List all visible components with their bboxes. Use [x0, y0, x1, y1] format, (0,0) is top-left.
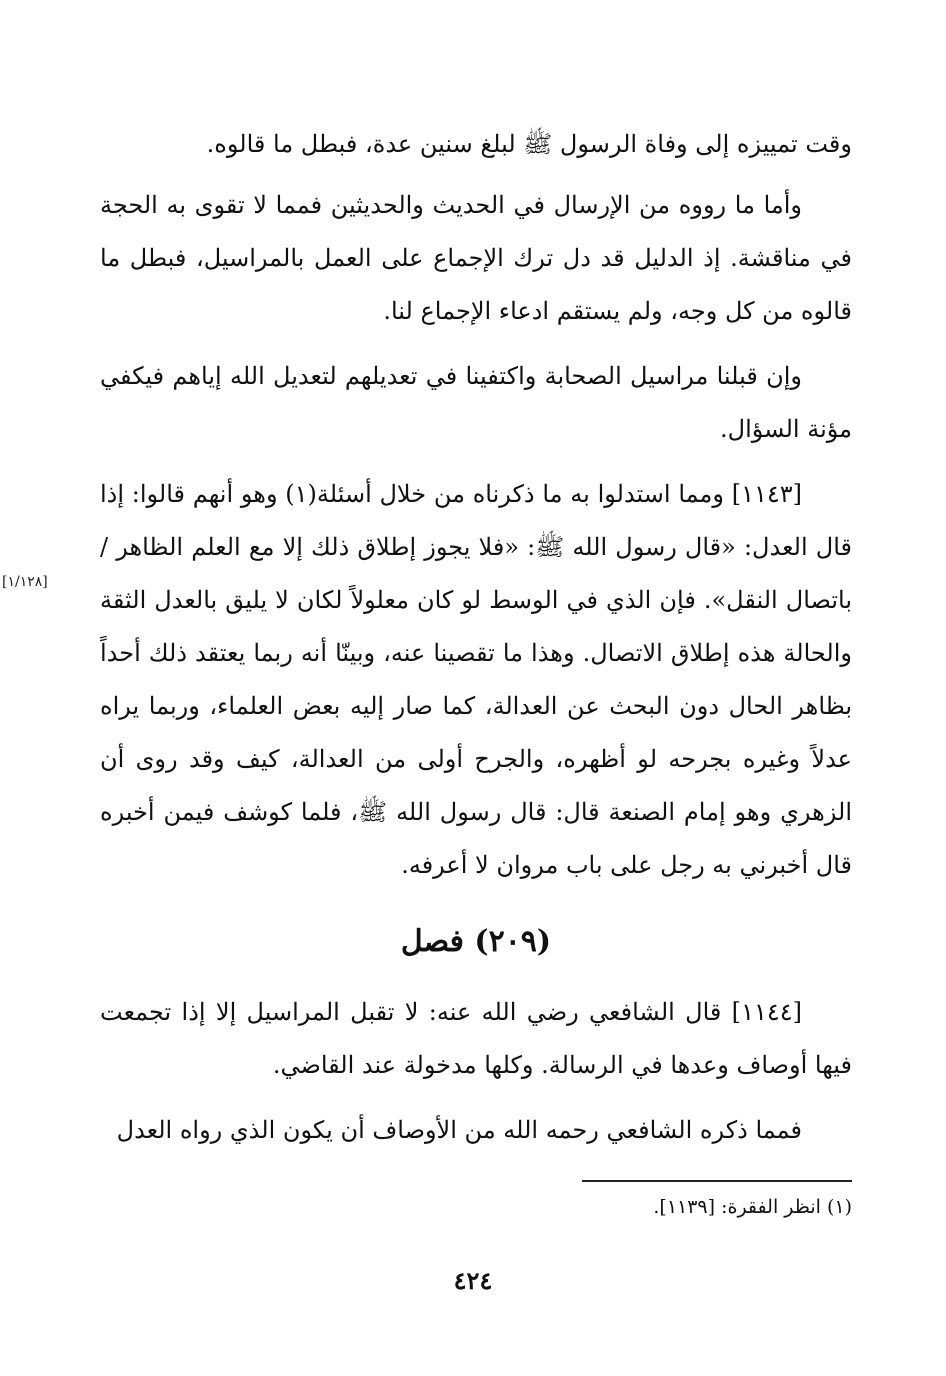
paragraph-1143: [١١٤٣] ومما استدلوا به ما ذكرناه من خلال أسئلة(١) وهو أنهم قالوا: إذا قال العدل: «قال رسول الله ﷺ: «فلا يجوز إطلاق ذلك إلا مع العلم الظاهر / باتصال النقل». فإن الذي في الوسط لو كان معلولاً لكان لا يليق بالعدل الثقة والحالة هذه إطلاق الاتصال. وهذا ما تقصينا عنه، وبينّا أنه ربما يعتقد ذلك أحداً بظاهر الحال دون البحث عن العدالة، كما صار إليه بعض العلماء، وربما يراه عدلاً وغيره بجرحه لو أظهره، والجرح أولى من العدالة، كيف وقد روى أن الزهري وهو إمام الصنعة قال: قال رسول الله ﷺ، فلما كوشف فيمن أخبره قال أخبرني به رجل على باب مروان لا أعرفه.	[100, 480, 852, 879]
paragraph-1144: [١١٤٤] قال الشافعي رضي الله عنه: لا تقبل المراسيل إلا إذا تجمعت فيها أوصاف وعدها في الرسالة. وكلها مدخولة عند القاضي.	[100, 998, 852, 1079]
page-body	[100, 118, 852, 1169]
paragraph-2: وأما ما رووه من الإرسال في الحديث والحديثين فمما لا تقوى به الحجة في مناقشة. إذ الدليل قد دل ترك الإجماع على العمل بالمراسيل، فبطل ما قالوه من كل وجه، ولم يستقم ادعاء الإجماع لنا.	[100, 191, 852, 325]
paragraph-last: فمما ذكره الشافعي رحمه الله من الأوصاف أن يكون الذي رواه العدل	[116, 1116, 802, 1144]
margin-page-reference: [١/١٢٨]	[2, 574, 48, 590]
page-number: ٤٢٤	[453, 1266, 493, 1295]
section-title: (٢٠٩) فصل	[400, 924, 552, 959]
paragraph-1: وقت تمييزه إلى وفاة الرسول ﷺ لبلغ سنين عدة، فبطل ما قالوه.	[206, 130, 852, 158]
footnote: (١) انظر الفقرة: [١١٣٩].	[653, 1196, 852, 1218]
footnote-divider	[582, 1180, 852, 1182]
paragraph-3: وإن قبلنا مراسيل الصحابة واكتفينا في تعديلهم لتعديل الله إياهم فيكفي مؤنة السؤال.	[100, 362, 852, 443]
